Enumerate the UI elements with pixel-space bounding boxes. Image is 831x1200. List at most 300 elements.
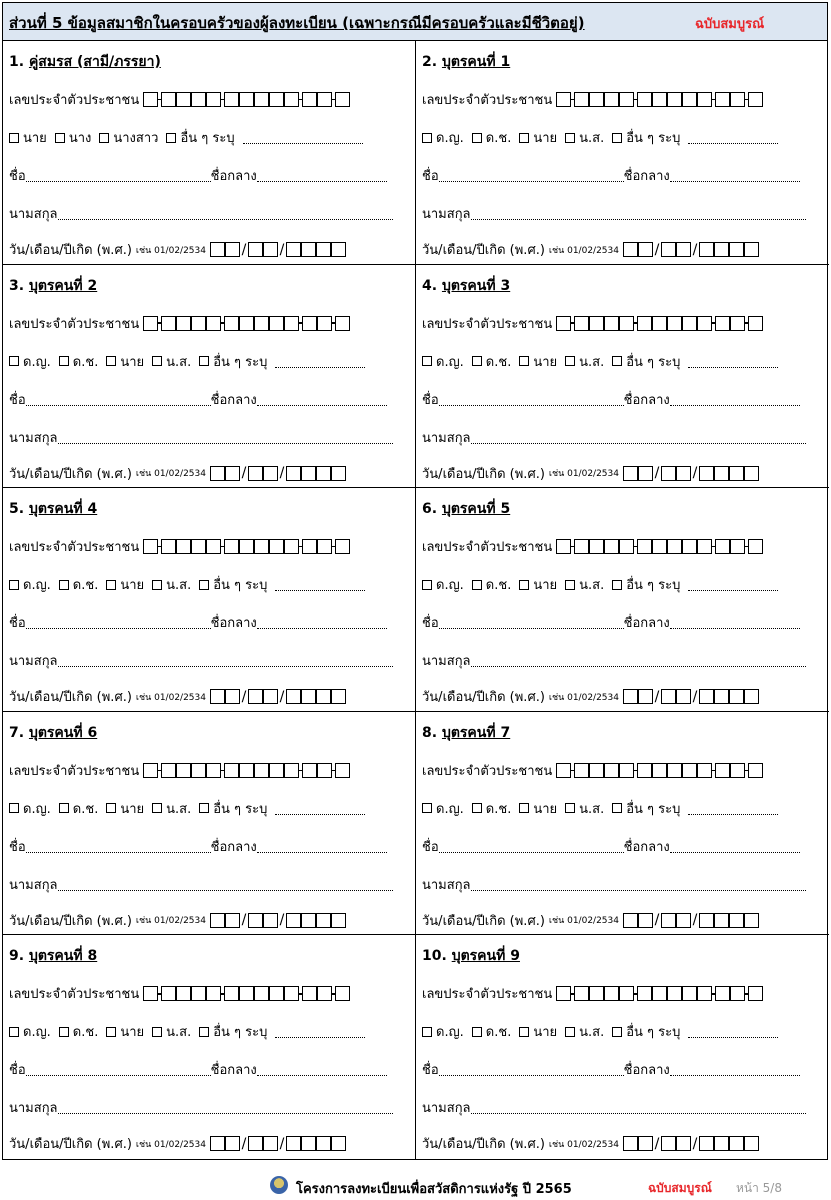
middle-name-field[interactable]: [670, 840, 800, 853]
digit-box[interactable]: [714, 689, 729, 704]
digit-box[interactable]: [335, 763, 350, 778]
digit-box[interactable]: [638, 242, 653, 257]
other-specify-field[interactable]: [275, 1025, 365, 1038]
digit-box[interactable]: [263, 1136, 278, 1151]
checkbox[interactable]: [152, 1027, 162, 1037]
middle-name-field[interactable]: [670, 1063, 800, 1076]
digit-box[interactable]: [284, 986, 299, 1001]
title-option[interactable]: [422, 127, 464, 148]
title-option[interactable]: [472, 127, 512, 148]
checkbox[interactable]: [59, 803, 69, 813]
title-option[interactable]: [565, 1021, 604, 1042]
title-option[interactable]: [612, 798, 680, 819]
first-name-field[interactable]: [26, 1063, 211, 1076]
digit-box[interactable]: [637, 316, 652, 331]
surname-field[interactable]: [471, 878, 806, 891]
digit-box[interactable]: [225, 689, 240, 704]
digit-box[interactable]: [730, 92, 745, 107]
title-option[interactable]: [106, 798, 144, 819]
digit-box[interactable]: [715, 986, 730, 1001]
digit-box[interactable]: [210, 689, 225, 704]
title-option[interactable]: [472, 574, 512, 595]
digit-box[interactable]: [589, 316, 604, 331]
digit-box[interactable]: [225, 466, 240, 481]
digit-box[interactable]: [224, 763, 239, 778]
digit-box[interactable]: [697, 986, 712, 1001]
title-option[interactable]: [99, 127, 158, 148]
digit-box[interactable]: [284, 316, 299, 331]
digit-box[interactable]: [638, 1136, 653, 1151]
digit-box[interactable]: [206, 763, 221, 778]
digit-box[interactable]: [331, 1136, 346, 1151]
digit-box[interactable]: [176, 92, 191, 107]
digit-box[interactable]: [589, 539, 604, 554]
digit-box[interactable]: [730, 539, 745, 554]
digit-box[interactable]: [210, 242, 225, 257]
digit-box[interactable]: [191, 539, 206, 554]
title-option[interactable]: [106, 574, 144, 595]
title-option[interactable]: [9, 351, 51, 372]
digit-box[interactable]: [239, 316, 254, 331]
title-option[interactable]: [59, 798, 99, 819]
first-name-field[interactable]: [439, 1063, 624, 1076]
digit-box[interactable]: [263, 913, 278, 928]
digit-box[interactable]: [729, 689, 744, 704]
digit-box[interactable]: [301, 1136, 316, 1151]
digit-box[interactable]: [161, 316, 176, 331]
checkbox[interactable]: [199, 803, 209, 813]
digit-box[interactable]: [556, 539, 571, 554]
dob-boxes[interactable]: [623, 465, 759, 481]
checkbox[interactable]: [59, 580, 69, 590]
digit-box[interactable]: [748, 92, 763, 107]
other-specify-field[interactable]: [688, 578, 778, 591]
digit-box[interactable]: [224, 92, 239, 107]
digit-box[interactable]: [623, 689, 638, 704]
checkbox[interactable]: [422, 803, 432, 813]
digit-box[interactable]: [619, 316, 634, 331]
title-option[interactable]: [106, 1021, 144, 1042]
digit-box[interactable]: [682, 539, 697, 554]
title-option[interactable]: [9, 127, 47, 148]
title-option[interactable]: [612, 127, 680, 148]
digit-box[interactable]: [248, 689, 263, 704]
digit-box[interactable]: [316, 689, 331, 704]
digit-box[interactable]: [284, 539, 299, 554]
digit-box[interactable]: [682, 763, 697, 778]
digit-box[interactable]: [191, 763, 206, 778]
digit-box[interactable]: [316, 1136, 331, 1151]
middle-name-field[interactable]: [257, 840, 387, 853]
digit-box[interactable]: [161, 539, 176, 554]
id-number-boxes[interactable]: [143, 92, 350, 107]
checkbox[interactable]: [9, 133, 19, 143]
digit-box[interactable]: [623, 1136, 638, 1151]
digit-box[interactable]: [619, 763, 634, 778]
digit-box[interactable]: [676, 689, 691, 704]
digit-box[interactable]: [317, 539, 332, 554]
title-option[interactable]: [9, 798, 51, 819]
digit-box[interactable]: [730, 316, 745, 331]
digit-box[interactable]: [574, 763, 589, 778]
digit-box[interactable]: [556, 986, 571, 1001]
middle-name-field[interactable]: [257, 169, 387, 182]
digit-box[interactable]: [248, 466, 263, 481]
digit-box[interactable]: [269, 986, 284, 1001]
digit-box[interactable]: [589, 92, 604, 107]
title-option[interactable]: [565, 127, 604, 148]
title-option[interactable]: [199, 574, 267, 595]
first-name-field[interactable]: [439, 616, 624, 629]
digit-box[interactable]: [714, 913, 729, 928]
digit-box[interactable]: [269, 92, 284, 107]
digit-box[interactable]: [652, 92, 667, 107]
digit-box[interactable]: [682, 316, 697, 331]
checkbox[interactable]: [9, 580, 19, 590]
id-number-boxes[interactable]: [143, 763, 350, 778]
digit-box[interactable]: [317, 763, 332, 778]
title-option[interactable]: [612, 1021, 680, 1042]
title-option[interactable]: [472, 798, 512, 819]
digit-box[interactable]: [254, 539, 269, 554]
digit-box[interactable]: [638, 689, 653, 704]
digit-box[interactable]: [699, 1136, 714, 1151]
dob-boxes[interactable]: [623, 1136, 759, 1152]
title-option[interactable]: [565, 574, 604, 595]
first-name-field[interactable]: [26, 840, 211, 853]
digit-box[interactable]: [637, 986, 652, 1001]
digit-box[interactable]: [699, 242, 714, 257]
digit-box[interactable]: [714, 1136, 729, 1151]
digit-box[interactable]: [269, 316, 284, 331]
digit-box[interactable]: [254, 986, 269, 1001]
title-option[interactable]: [199, 798, 267, 819]
digit-box[interactable]: [604, 986, 619, 1001]
title-option[interactable]: [152, 798, 191, 819]
digit-box[interactable]: [676, 1136, 691, 1151]
checkbox[interactable]: [422, 1027, 432, 1037]
title-option[interactable]: [106, 351, 144, 372]
digit-box[interactable]: [699, 913, 714, 928]
digit-box[interactable]: [744, 1136, 759, 1151]
digit-box[interactable]: [284, 92, 299, 107]
checkbox[interactable]: [565, 356, 575, 366]
digit-box[interactable]: [661, 1136, 676, 1151]
digit-box[interactable]: [254, 316, 269, 331]
checkbox[interactable]: [565, 1027, 575, 1037]
checkbox[interactable]: [519, 356, 529, 366]
digit-box[interactable]: [331, 466, 346, 481]
digit-box[interactable]: [697, 316, 712, 331]
title-option[interactable]: [152, 574, 191, 595]
checkbox[interactable]: [519, 1027, 529, 1037]
id-number-boxes[interactable]: [143, 986, 350, 1001]
digit-box[interactable]: [604, 539, 619, 554]
other-specify-field[interactable]: [688, 1025, 778, 1038]
digit-box[interactable]: [604, 92, 619, 107]
title-option[interactable]: [152, 1021, 191, 1042]
digit-box[interactable]: [301, 689, 316, 704]
digit-box[interactable]: [143, 986, 158, 1001]
digit-box[interactable]: [301, 466, 316, 481]
digit-box[interactable]: [729, 1136, 744, 1151]
digit-box[interactable]: [744, 466, 759, 481]
digit-box[interactable]: [206, 539, 221, 554]
digit-box[interactable]: [335, 986, 350, 1001]
digit-box[interactable]: [652, 763, 667, 778]
checkbox[interactable]: [152, 803, 162, 813]
checkbox[interactable]: [166, 133, 176, 143]
title-option[interactable]: [59, 351, 99, 372]
digit-box[interactable]: [161, 986, 176, 1001]
digit-box[interactable]: [316, 466, 331, 481]
digit-box[interactable]: [248, 913, 263, 928]
digit-box[interactable]: [637, 92, 652, 107]
digit-box[interactable]: [206, 92, 221, 107]
digit-box[interactable]: [225, 913, 240, 928]
digit-box[interactable]: [619, 92, 634, 107]
title-option[interactable]: [519, 351, 557, 372]
digit-box[interactable]: [286, 913, 301, 928]
digit-box[interactable]: [623, 242, 638, 257]
digit-box[interactable]: [744, 242, 759, 257]
digit-box[interactable]: [667, 763, 682, 778]
checkbox[interactable]: [199, 356, 209, 366]
dob-boxes[interactable]: [210, 1136, 346, 1152]
digit-box[interactable]: [206, 316, 221, 331]
digit-box[interactable]: [574, 539, 589, 554]
digit-box[interactable]: [715, 763, 730, 778]
dob-boxes[interactable]: [210, 689, 346, 705]
digit-box[interactable]: [176, 986, 191, 1001]
digit-box[interactable]: [225, 1136, 240, 1151]
digit-box[interactable]: [143, 316, 158, 331]
checkbox[interactable]: [565, 580, 575, 590]
digit-box[interactable]: [239, 986, 254, 1001]
other-specify-field[interactable]: [275, 578, 365, 591]
digit-box[interactable]: [619, 539, 634, 554]
title-option[interactable]: [519, 798, 557, 819]
digit-box[interactable]: [143, 763, 158, 778]
digit-box[interactable]: [652, 986, 667, 1001]
title-option[interactable]: [9, 1021, 51, 1042]
digit-box[interactable]: [619, 986, 634, 1001]
checkbox[interactable]: [612, 1027, 622, 1037]
other-specify-field[interactable]: [243, 131, 363, 144]
digit-box[interactable]: [143, 92, 158, 107]
digit-box[interactable]: [269, 539, 284, 554]
dob-boxes[interactable]: [623, 912, 759, 928]
digit-box[interactable]: [248, 1136, 263, 1151]
digit-box[interactable]: [574, 92, 589, 107]
title-option[interactable]: [612, 351, 680, 372]
digit-box[interactable]: [263, 242, 278, 257]
digit-box[interactable]: [556, 763, 571, 778]
digit-box[interactable]: [269, 763, 284, 778]
digit-box[interactable]: [744, 689, 759, 704]
checkbox[interactable]: [99, 133, 109, 143]
first-name-field[interactable]: [26, 393, 211, 406]
checkbox[interactable]: [59, 1027, 69, 1037]
digit-box[interactable]: [661, 689, 676, 704]
checkbox[interactable]: [199, 1027, 209, 1037]
digit-box[interactable]: [316, 913, 331, 928]
checkbox[interactable]: [59, 356, 69, 366]
title-option[interactable]: [422, 1021, 464, 1042]
id-number-boxes[interactable]: [556, 763, 763, 778]
digit-box[interactable]: [730, 986, 745, 1001]
checkbox[interactable]: [152, 356, 162, 366]
first-name-field[interactable]: [26, 169, 211, 182]
digit-box[interactable]: [335, 316, 350, 331]
digit-box[interactable]: [661, 913, 676, 928]
surname-field[interactable]: [471, 1101, 806, 1114]
id-number-boxes[interactable]: [143, 316, 350, 331]
title-option[interactable]: [612, 574, 680, 595]
checkbox[interactable]: [9, 356, 19, 366]
digit-box[interactable]: [191, 986, 206, 1001]
digit-box[interactable]: [623, 913, 638, 928]
surname-field[interactable]: [58, 654, 393, 667]
digit-box[interactable]: [206, 986, 221, 1001]
surname-field[interactable]: [58, 1101, 393, 1114]
title-option[interactable]: [55, 127, 92, 148]
checkbox[interactable]: [422, 356, 432, 366]
digit-box[interactable]: [697, 539, 712, 554]
digit-box[interactable]: [604, 316, 619, 331]
digit-box[interactable]: [191, 92, 206, 107]
checkbox[interactable]: [565, 133, 575, 143]
checkbox[interactable]: [199, 580, 209, 590]
digit-box[interactable]: [254, 92, 269, 107]
digit-box[interactable]: [748, 316, 763, 331]
surname-field[interactable]: [58, 431, 393, 444]
digit-box[interactable]: [286, 689, 301, 704]
title-option[interactable]: [422, 351, 464, 372]
digit-box[interactable]: [730, 763, 745, 778]
title-option[interactable]: [565, 351, 604, 372]
digit-box[interactable]: [331, 689, 346, 704]
title-option[interactable]: [422, 798, 464, 819]
surname-field[interactable]: [471, 207, 806, 220]
digit-box[interactable]: [748, 539, 763, 554]
digit-box[interactable]: [652, 539, 667, 554]
checkbox[interactable]: [612, 580, 622, 590]
digit-box[interactable]: [335, 539, 350, 554]
digit-box[interactable]: [604, 763, 619, 778]
title-option[interactable]: [9, 574, 51, 595]
id-number-boxes[interactable]: [556, 92, 763, 107]
digit-box[interactable]: [623, 466, 638, 481]
surname-field[interactable]: [471, 654, 806, 667]
digit-box[interactable]: [638, 466, 653, 481]
dob-boxes[interactable]: [210, 465, 346, 481]
checkbox[interactable]: [106, 803, 116, 813]
digit-box[interactable]: [239, 92, 254, 107]
dob-boxes[interactable]: [210, 912, 346, 928]
digit-box[interactable]: [556, 92, 571, 107]
digit-box[interactable]: [637, 763, 652, 778]
digit-box[interactable]: [699, 689, 714, 704]
digit-box[interactable]: [335, 92, 350, 107]
digit-box[interactable]: [638, 913, 653, 928]
title-option[interactable]: [59, 1021, 99, 1042]
checkbox[interactable]: [612, 356, 622, 366]
digit-box[interactable]: [317, 316, 332, 331]
checkbox[interactable]: [519, 803, 529, 813]
digit-box[interactable]: [676, 913, 691, 928]
digit-box[interactable]: [714, 466, 729, 481]
digit-box[interactable]: [239, 763, 254, 778]
digit-box[interactable]: [589, 763, 604, 778]
checkbox[interactable]: [472, 580, 482, 590]
digit-box[interactable]: [661, 242, 676, 257]
title-option[interactable]: [472, 351, 512, 372]
digit-box[interactable]: [239, 539, 254, 554]
digit-box[interactable]: [302, 316, 317, 331]
digit-box[interactable]: [697, 763, 712, 778]
checkbox[interactable]: [106, 1027, 116, 1037]
digit-box[interactable]: [302, 986, 317, 1001]
digit-box[interactable]: [176, 763, 191, 778]
other-specify-field[interactable]: [688, 131, 778, 144]
dob-boxes[interactable]: [623, 242, 759, 258]
digit-box[interactable]: [589, 986, 604, 1001]
checkbox[interactable]: [106, 580, 116, 590]
digit-box[interactable]: [667, 986, 682, 1001]
middle-name-field[interactable]: [257, 616, 387, 629]
digit-box[interactable]: [286, 466, 301, 481]
digit-box[interactable]: [317, 92, 332, 107]
digit-box[interactable]: [225, 242, 240, 257]
digit-box[interactable]: [715, 316, 730, 331]
dob-boxes[interactable]: [210, 242, 346, 258]
other-specify-field[interactable]: [275, 355, 365, 368]
digit-box[interactable]: [191, 316, 206, 331]
middle-name-field[interactable]: [257, 1063, 387, 1076]
checkbox[interactable]: [472, 356, 482, 366]
title-option[interactable]: [422, 574, 464, 595]
digit-box[interactable]: [224, 986, 239, 1001]
digit-box[interactable]: [263, 689, 278, 704]
title-option[interactable]: [166, 127, 234, 148]
checkbox[interactable]: [422, 580, 432, 590]
digit-box[interactable]: [302, 92, 317, 107]
middle-name-field[interactable]: [670, 616, 800, 629]
surname-field[interactable]: [58, 878, 393, 891]
digit-box[interactable]: [661, 466, 676, 481]
title-option[interactable]: [199, 351, 267, 372]
checkbox[interactable]: [519, 133, 529, 143]
title-option[interactable]: [519, 1021, 557, 1042]
digit-box[interactable]: [667, 539, 682, 554]
checkbox[interactable]: [9, 1027, 19, 1037]
checkbox[interactable]: [9, 803, 19, 813]
id-number-boxes[interactable]: [143, 539, 350, 554]
checkbox[interactable]: [55, 133, 65, 143]
other-specify-field[interactable]: [688, 802, 778, 815]
digit-box[interactable]: [331, 913, 346, 928]
digit-box[interactable]: [652, 316, 667, 331]
checkbox[interactable]: [422, 133, 432, 143]
checkbox[interactable]: [472, 1027, 482, 1037]
dob-boxes[interactable]: [623, 689, 759, 705]
checkbox[interactable]: [152, 580, 162, 590]
digit-box[interactable]: [667, 92, 682, 107]
checkbox[interactable]: [472, 803, 482, 813]
digit-box[interactable]: [176, 539, 191, 554]
digit-box[interactable]: [301, 913, 316, 928]
